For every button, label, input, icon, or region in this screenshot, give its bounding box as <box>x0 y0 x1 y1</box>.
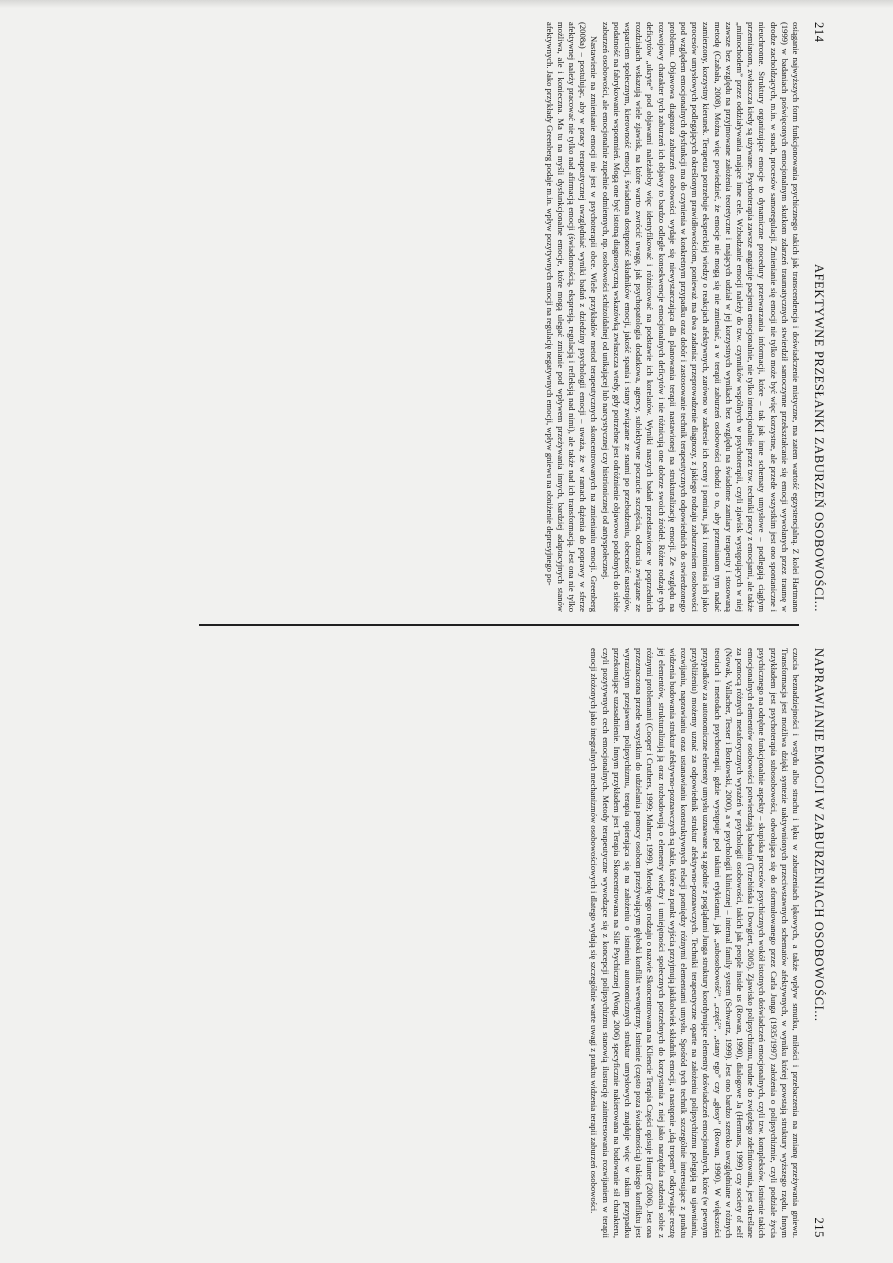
left-paragraph-2: Nastawienie na zmienianie emocji nie jest w psychoterapii obce. Wiele przykładów metod terapeutycznych skoncentrowanych na zmienianiu emocji. Greenberg (2008a) – postulując, aby w pracy terapeutycznej uwzględniać wyniki badań z dziedziny psychologii emocji – uważa, że w ramach dążenia do poprawy w sferze afektywnej należy pracować nie tylko nad afirmacją emocji (świadomością, ekspresją, regulacją i refleksją nad nimi), ale także nad ich transformacją. Jest ona nie tylko możliwa, ale i konieczna. Ma tu na myśli dysfunkcjonalne emocje, które mogą ulegać zmianie pod wpływem przeżywania innych, bardziej adaptacyjnych stanów afektywnych. Jako przykłady Greenberg podaje m.in. wpływ pozytywnych emocji na regulację negatywnych emocji, wpływ gniewu na obniżenie depresyjnego po- <box>544 22 600 612</box>
left-page-header <box>811 22 826 612</box>
page-gutter-rule <box>199 624 799 626</box>
right-page-header <box>811 648 826 1238</box>
right-paragraph-1: czucia beznadziejności i wstydu albo strachu i lęku w zaburzeniach lękowych, a także wpływ smutku, miłości i przebaczenia na zmianę przeżywania gniewu. Transformacja jest możliwa dzięki syntezie uaktywnionych przeciwstawnych schematów afektywnych, w wyniku której powstają struktury wyższego rzędu. Innym przykładem jest psychoterapia subosobowości, odwołująca się do sformułowanego przez Carla Junga (1935/1997) założenia o polipsychizmie, czyli podziale życia psychicznego na odrębne funkcjonalnie aspekty – skupiska procesów psychicznych wokół istotnych doświadczeń emocjonalnych, czyli tzw. kompleksów. Istnienie takich emocjonalnych elementów osobowości potwierdzają badania (Trzebińska i Dowgiert, 2005). Zjawisko polipsychizmu, trudne do zwięzłego zdefiniowania, jest określane za pomocą różnych metaforycznych wyrażeń w psychologii osobowości, takich jak people inside us (Rowan, 1990), dialogowe Ja (Hermans, 1999) czy society of self (Nowak, Vallacher, Tesser i Borkowski, 2000), a w psychologii klinicznej – internal family system (Schwartz, 1999). Jest ono bardzo szeroko uwzględniane w różnych teoriach i metodach psychoterapii, gdzie występuje pod takimi etykietami, jak „subosobowość”, „część”, „stany ego” czy „głosy” (Rowan, 1990). W większości przypadków za autonomiczne elementy umysłu uznawane są zgodnie z poglądami Junga struktury koordynujące elementy doświadczeń emocjonalnych, które (w pewnym przybliżeniu) możemy uznać za odpowiednik struktur afektywno-poznawczych. Techniki terapeutyczne oparte na założeniu polipsychizmu polegają na ujawnianiu, rozwijaniu, naprawianiu oraz ustanawianiu konstruktywnych relacji pomiędzy różnymi elementami umysłu. Spośród tych technik szczególnie interesujące z punktu widzenia budowania struktur afektywno-poznawczych są takie, które za punkt wyjścia przyjmują jakikolwiek składnik emocji, a następnie „idą tropem” odkrywając resztę jej elementów, strukturalizują ją oraz rozbudowują o elementy wiedzy i umiejętności społecznych potrzebnych do korzystania z niej jako narzędzia radzenia sobie z różnymi problemami (Cooper i Cruthers, 1999; Mahrer, 1999). Metodę tego rodzaju o nazwie Skoncentrowana na Kliencie Terapia Części opisuje Hunter (2006). Jest ona przeznaczona przede wszystkim do udzielania pomocy osobom przeżywającym głęboki konflikt wewnętrzny. Istnienie (często poza świadomością) takiego konfliktu jest wyrazistym przejawem polipsychizmu, terapia opierająca się na założeniu o istnieniu autonomicznych struktur umysłowych znajduje więc w takim przypadku przekonujące uzasadnienie. Innym przykładem jest Terapia Skoncentrowana na Sile Psychicznej (Wong, 2006) specyficznie nakierowana na budowanie sił charakteru, czyli pozytywnych cech emocjonalnych. Metody terapeutyczne wywodzące się z koncepcji polipsychizmu stanowią ilustrację zainteresowania rozwijaniem w terapii emocji złożonych jako integralnych mechanizmów osobowościowych i dlatego wydają się szczególnie warte uwagi z punktu widzenia terapii zaburzeń osobowości. <box>589 648 801 1238</box>
left-page <box>543 22 826 612</box>
right-page <box>588 648 826 1238</box>
left-paragraph-1: osiąganie najwyższych form funkcjonowania psychicznego takich jak transcendencja i doświadczenie mistyczne, ma zatem wartość egzystencjalną. Z kolei Hartmann (1999) w badaniach poświęconych emocjonalnym skutkom zdarzeń traumatycznych stwierdził samoczynne przekształcanie się emocji wywołanych przez traumę w drodze zacholdzących, m.in. w snach, procesów samoregulacji. Zmienianie się emocji nie tylko może być więc korzystne, ale przede wszystkim jest ono spontaniczne i nieuchronne. Struktury organizujące emocje to dynamiczne procedury przetwarzania informacji, które – tak jak inne schematy umysłowe – podlegają ciągłym przemianom, zwłaszcza kiedy są używane. Psychoterapia zawsze angażuje pacjenta emocjonalnie, nie tylko intencjonalnie przez tzw. techniki pracy z emocjami, ale także „mimochodem” przez oddziaływania mające inne cele. Wzbudzanie emocji należy do tzw. czynników wspólnych w psychoterapii, czyli zjawisk występujących w niej zawsze bez względu na przyjmowane założenia teoretyczne i mających udział w jej korzystnych wynikach bez względu na świadome zamiary terapeuty i stosowaną metodę (Czabała, 2008). Można więc powiedzieć, że emocje nie mogą się nie zmieniać, a w terapii zaburzeń osobowości chodzi o to, aby przemianom tym nadać zamierzony, korzystny kierunek. Terapeuta potrzebuje eksperckiej wiedzy o reakcjach afektywnych, zarówno w zakresie ich oceny i pomiaru, jak i rozumienia ich jako procesów umysłowych podlegających określonym prawidłowościom, ponieważ ma dwa zadania: przeprowadzenie diagnozy, z jakiego rodzaju zaburzeniem osobowości pod względem emocjonalnych dysfunkcji ma do czynienia w konkretnym przypadku oraz dobór i zastosowanie technik terapeutycznych odpowiednich do stwierdzonego problemu. Objawowa diagnoza zaburzeń osobowości wydaje się niewystarczająca dla planowania terapii nastawionej na strukturalizację emocji. Ze względu na rozwojowy charakter tych zaburzeń ich objawy to bardzo odległe konsekwencje emocjonalnych deficytów i nie różnicują one dobrze swoich źródeł. Różne rodzaje tych deficytów „ukryte” pod objawami należałoby więc identyfikować i różnicować na podstawie ich korelatów. Wyniki naszych badań przedstawione w poprzednich rozdziałach wskazują wiele zjawisk, na które warto zwrócić uwagę, jak psychopatologia dodatkowa, agency, subiektywne poczucie szczęścia, odczucia związane ze wsparciem społecznym, kierowność emocji, świadoma dostępność składników emocji, jakość spania i stany związane ze snami po przebudzeniu, obecność nastrojów, podatność na fabrykowanie wspomnień. Mogą one być istotną diagnostyczną wskazówką zwłaszcza wtedy, gdy potrzebne jest odróżnienie objawowo podobnych do siebie zaburzeń osobowości, ale emocjonalnie zupełnie odmiennych, np. osobowości schizoidalnej od unikającej lub narcystycznej czy histrionicznej od antyspołecznej. <box>600 22 801 612</box>
left-page-body <box>543 22 801 612</box>
scan-edge-shadow <box>0 0 893 8</box>
left-page-number: 214 <box>812 22 826 43</box>
right-running-title: NAPRAWIANIE EMOCJI W ZABURZENIACH OSOBOWOŚCI... <box>812 648 826 1022</box>
right-page-body <box>588 648 801 1238</box>
right-page-number: 215 <box>812 1217 826 1238</box>
left-running-title: AFEKTYWNE PRZESŁANKI ZABURZEŃ OSOBOWOŚCI... <box>812 263 826 612</box>
